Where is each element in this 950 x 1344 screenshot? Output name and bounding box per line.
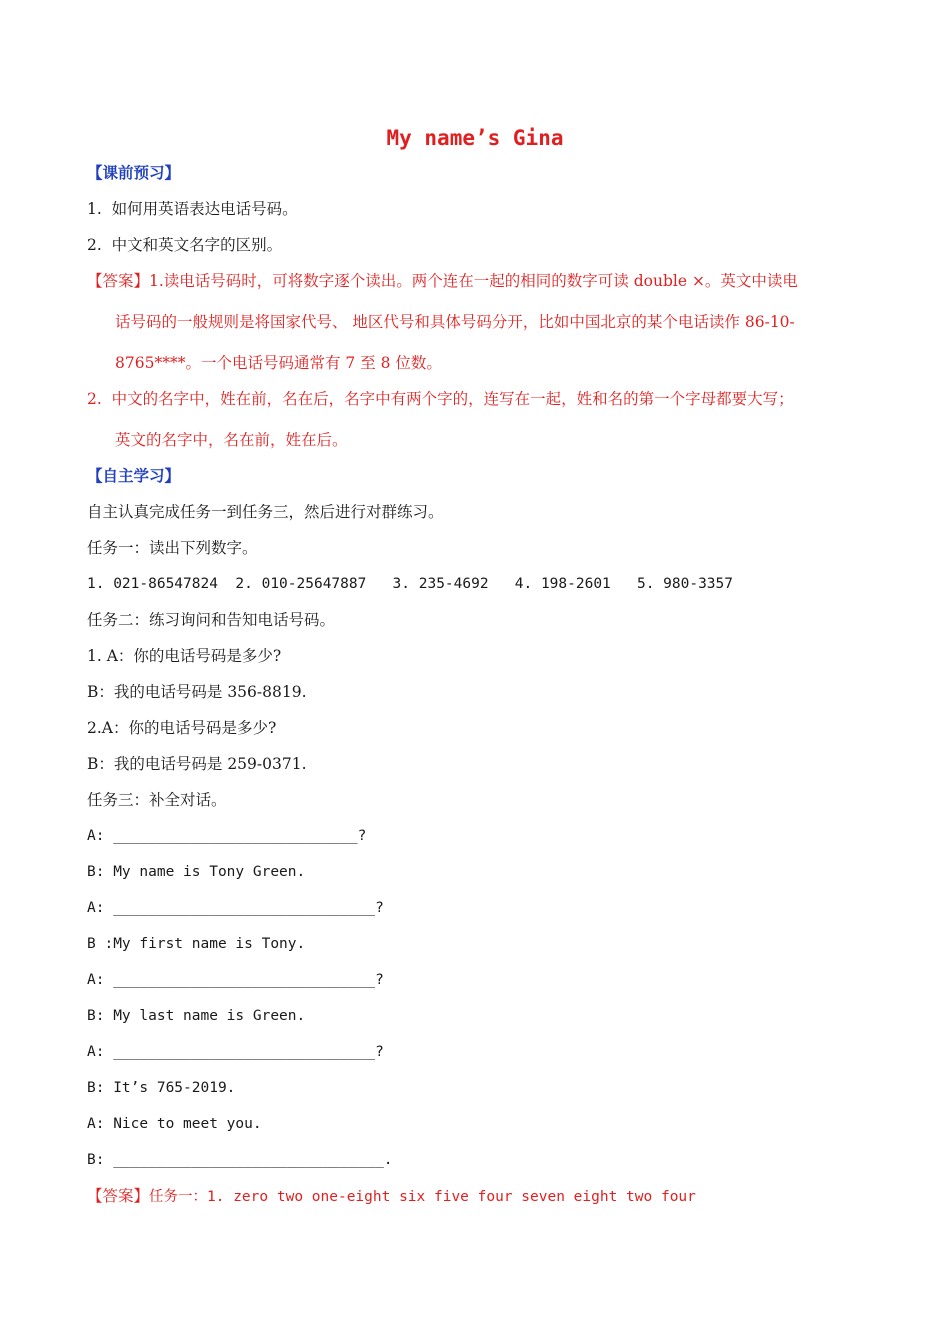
preview-answer-2-line-1: 2. 中文的名字中，姓在前，名在后，名字中有两个字的，连写在一起，姓和名的第一个字母都要大写； bbox=[87, 390, 794, 408]
dialogue-line: A: ____________________________? bbox=[87, 828, 367, 844]
preview-question-2: 2. 中文和英文名字的区别。 bbox=[87, 236, 283, 254]
task2-line: B：我的电话号码是 259-0371. bbox=[87, 755, 307, 773]
dialogue-line: A: ______________________________? bbox=[87, 972, 384, 988]
task2-title: 任务二：练习询问和告知电话号码。 bbox=[87, 611, 336, 629]
preview-answer-1-line-1 bbox=[87, 271, 798, 291]
task2-line: 1. A：你的电话号码是多少? bbox=[87, 647, 282, 665]
dialogue-line: B: My last name is Green. bbox=[87, 1008, 306, 1024]
dialogue-line: A: ______________________________? bbox=[87, 1044, 384, 1060]
answer-tag: 【答案】 bbox=[87, 272, 150, 290]
task1-numbers: 1. 021-86547824 2. 010-25647887 3. 235-4692 4. 198-2601 5. 980-3357 bbox=[87, 576, 734, 592]
task1-title: 任务一：读出下列数字。 bbox=[87, 539, 258, 557]
self-study-answer bbox=[87, 1186, 696, 1207]
task2-line: 2.A：你的电话号码是多少? bbox=[87, 719, 277, 737]
preview-answer-1-line-3: 8765****。一个电话号码通常有 7 至 8 位数。 bbox=[115, 354, 442, 372]
page-title: My name’s Gina bbox=[386, 126, 564, 150]
self-study-header: 【自主学习】 bbox=[87, 466, 181, 485]
preview-answer-2-line-2: 英文的名字中，名在前，姓在后。 bbox=[115, 431, 348, 449]
preview-answer-1-line-2: 话号码的一般规则是将国家代号、 地区代号和具体号码分开，比如中国北京的某个电话读作 86-10- bbox=[115, 313, 795, 331]
dialogue-line: A: ______________________________? bbox=[87, 900, 384, 916]
dialogue-line: A: Nice to meet you. bbox=[87, 1116, 262, 1132]
dialogue-line: B: It’s 765-2019. bbox=[87, 1080, 236, 1096]
dialogue-line: B: My name is Tony Green. bbox=[87, 864, 306, 880]
preview-question-1: 1. 如何用英语表达电话号码。 bbox=[87, 200, 298, 218]
answer-text: 1.读电话号码时，可将数字逐个读出。两个连在一起的相同的数字可读 double ×。英文中读电 bbox=[149, 272, 798, 290]
preview-header: 【课前预习】 bbox=[87, 163, 181, 182]
dialogue-line: B: _______________________________. bbox=[87, 1152, 393, 1168]
task2-line: B：我的电话号码是 356-8819. bbox=[87, 683, 307, 701]
self-study-intro: 自主认真完成任务一到任务三，然后进行对群练习。 bbox=[87, 503, 444, 521]
answer-tag: 【答案】 bbox=[87, 1187, 150, 1205]
answer-text: 任务一：1. zero two one-eight six five four seven eight two four bbox=[149, 1189, 696, 1205]
task3-title: 任务三：补全对话。 bbox=[87, 791, 227, 809]
dialogue-line: B :My first name is Tony. bbox=[87, 936, 306, 952]
